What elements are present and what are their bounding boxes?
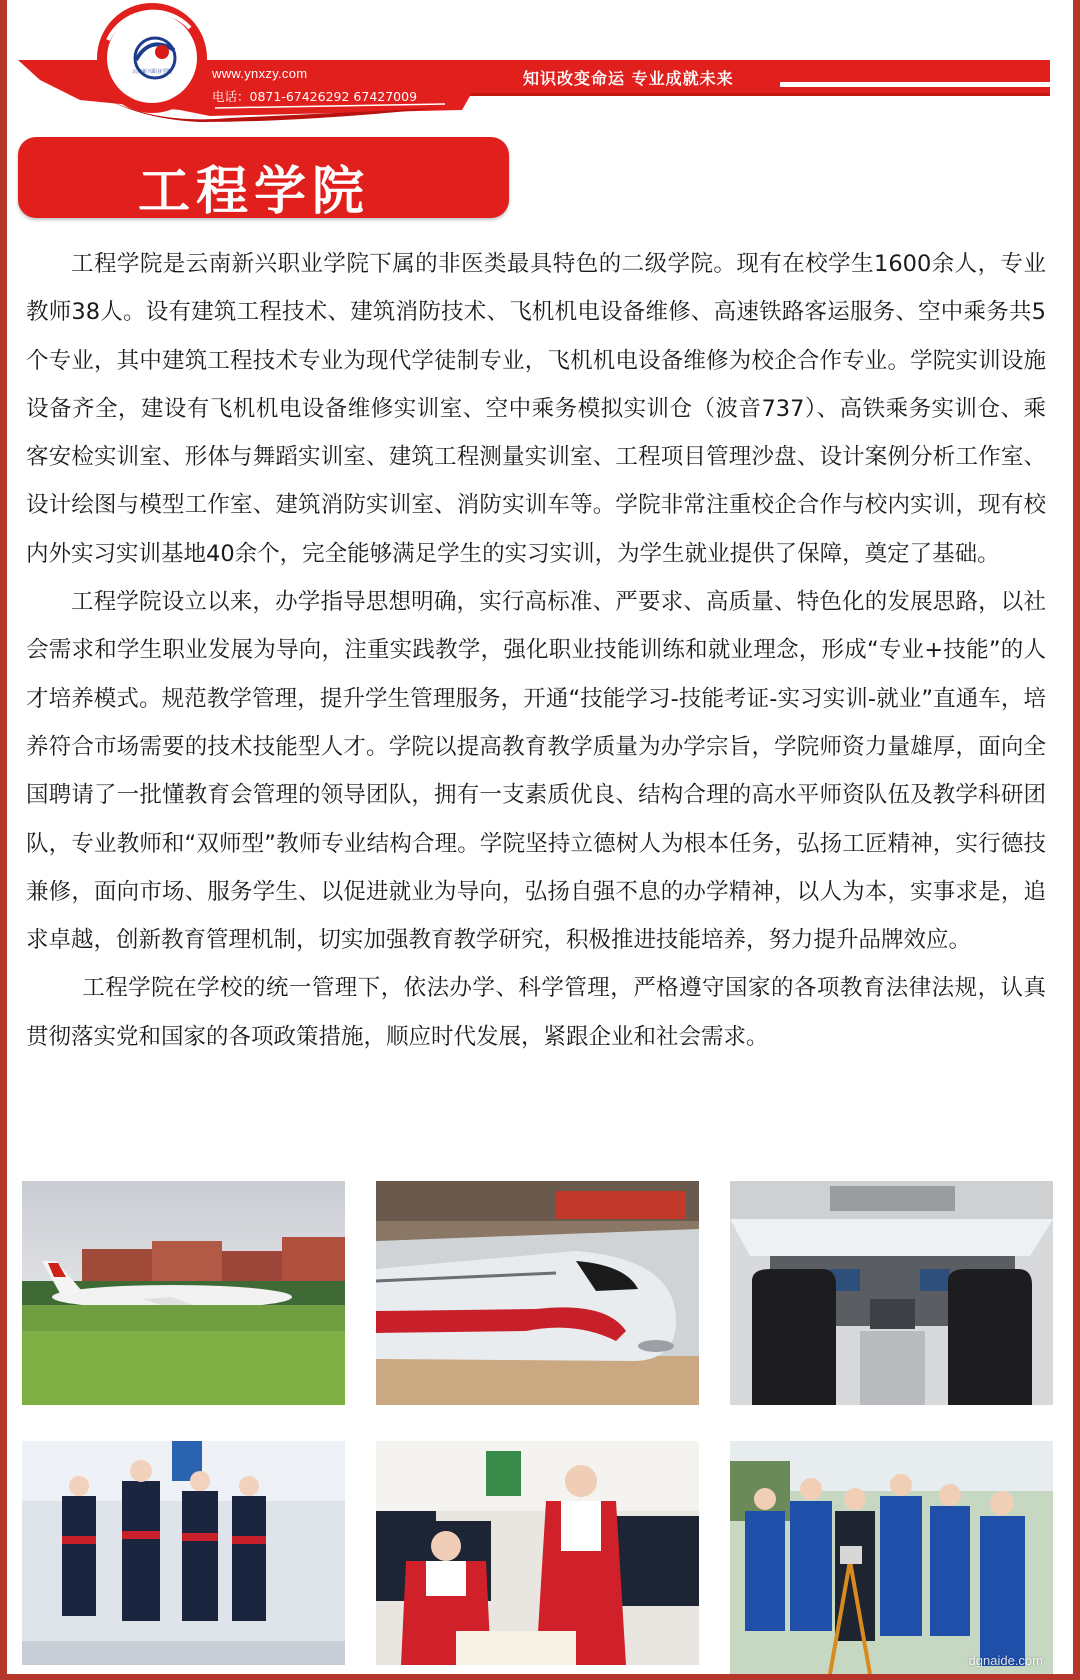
phone-numbers: 电话：0871-67426292 67427009: [212, 89, 418, 104]
page-frame-bottom: [0, 1674, 1080, 1680]
paragraph-philosophy: 工程学院设立以来，办学指导思想明确，实行高标准、严要求、高质量、特色化的发展思路，以社会需求和学生职业发展为导向，注重实践教学，强化职业技能训练和就业理念，形成“专业+技能”的人才培养模式。规范教学管理，提升学生管理服务，开通“技能学习-技能考证-实习实训-就业”直通车，培养符合市场需要的技术技能型人才。学院以提高教育教学质量为办学宗旨，学院师资力量雄厚，面向全国聘请了一批懂教育会管理的领导团队，拥有一支素质优良、结构合理的高水平师资队伍及教学科研团队，专业教师和“双师型”教师专业结构合理。学院坚持立德树人为根本任务，弘扬工匠精神，实行德技兼修，面向市场、服务学生、以促进就业为导向，弘扬自强不息的办学精神，以人为本，实事求是，追求卓越，创新教育管理机制，切实加强教育教学研究，积极推进技能培养，努力提升品牌效应。: [26, 589, 1046, 954]
paragraph-management: 工程学院在学校的统一管理下，依法办学、科学管理，严格遵守国家的各项教育法律法规，认真贯彻落实党和国家的各项政策措施，顺应时代发展，紧跟企业和社会需求。: [26, 975, 1046, 1050]
section-title-box: [18, 137, 509, 222]
photo-cockpit: [730, 1181, 1053, 1405]
photo-airplane: [22, 1181, 345, 1405]
watermark: dgnaide.com: [968, 1653, 1043, 1668]
header-banner: [0, 0, 1080, 130]
website-url[interactable]: www.ynxzy.com: [212, 66, 308, 81]
school-motto: 知识改变命运 专业成就未来: [523, 69, 734, 88]
page-frame-right: [1073, 0, 1080, 1680]
paragraph-intro: 工程学院是云南新兴职业学院下属的非医类最具特色的二级学院。现有在校学生1600余人，专业教师38人。设有建筑工程技术、建筑消防技术、飞机机电设备维修、高速铁路客运服务、空中乘务共5个专业，其中建筑工程技术专业为现代学徒制专业，飞机机电设备维修为校企合作专业。学院实训设施设备齐全，建设有飞机机电设备维修实训室、空中乘务模拟实训仓（波音737）、高铁乘务实训仓、乘客安检实训室、形体与舞蹈实训室、建筑工程测量实训室、工程项目管理沙盘、设计案例分析工作室、设计绘图与模型工作室、建筑消防实训室、消防实训车等。学院非常注重校企合作与校内实训，现有校内外实习实训基地40余个，完全能够满足学生的实习实训，为学生就业提供了保障，奠定了基础。: [26, 251, 1046, 567]
section-title: 工程学院: [138, 162, 371, 222]
article-body: [26, 240, 1046, 1061]
logo-caption: 云南新兴职业学院: [131, 69, 173, 75]
photo-flight-attendants: [22, 1441, 345, 1665]
photo-classroom: [376, 1441, 699, 1665]
page-frame-left: [0, 0, 7, 1680]
banner-graphic: [0, 0, 1080, 130]
photo-train: [376, 1181, 699, 1405]
photo-surveying: [730, 1441, 1053, 1674]
